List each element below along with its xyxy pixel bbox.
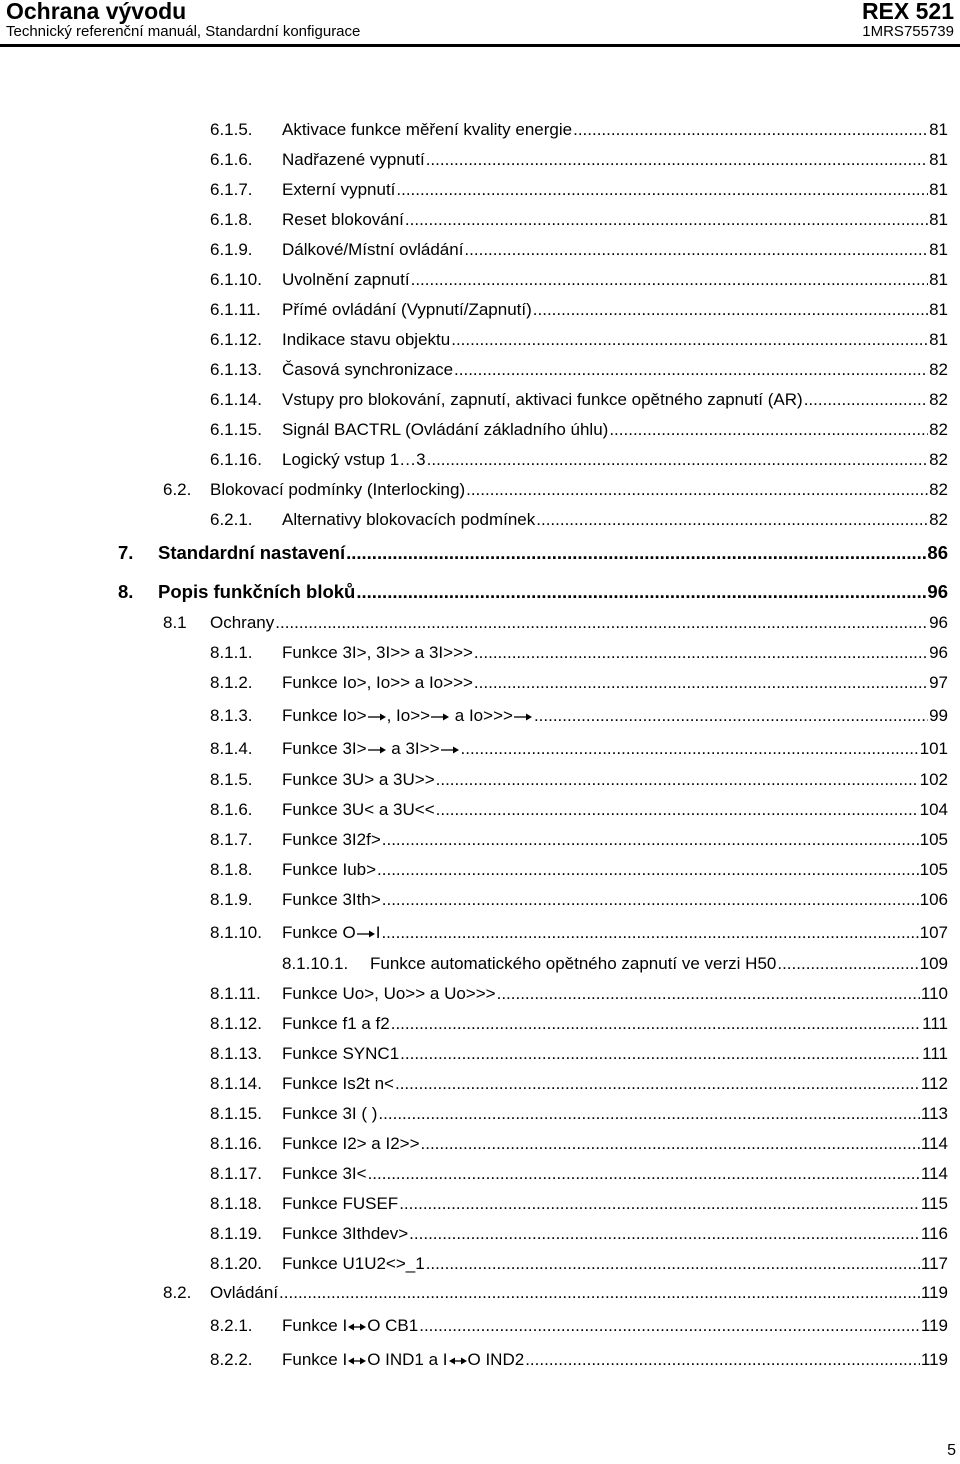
toc-leader-dots	[275, 613, 928, 633]
toc-leader-dots	[405, 210, 928, 230]
toc-entry-page: 99	[929, 706, 948, 725]
toc-entry-number: 8.1.3.	[210, 706, 253, 725]
toc-entry[interactable]	[210, 706, 948, 726]
toc-leader-dots	[534, 706, 928, 726]
toc-entry[interactable]	[210, 673, 948, 693]
toc-entry-title: Funkce I2> a I2>>	[282, 1134, 420, 1153]
toc-entry-title: Funkce Is2t n<	[282, 1074, 394, 1093]
toc-entry-title-part: O IND2	[467, 1350, 525, 1369]
toc-leader-dots	[426, 1254, 920, 1274]
toc-entry-number: 8.1.6.	[210, 800, 253, 819]
toc-entry-page: 109	[919, 954, 948, 973]
toc-entry[interactable]	[210, 1134, 948, 1154]
toc-entry-page: 117	[920, 1254, 948, 1273]
right-arrow-icon	[430, 711, 450, 721]
toc-entry[interactable]	[210, 830, 948, 850]
toc-entry[interactable]	[210, 1350, 948, 1370]
toc-entry[interactable]	[210, 1316, 948, 1336]
toc-leader-dots	[497, 984, 920, 1004]
toc-entry[interactable]	[163, 480, 948, 500]
toc-entry-title-part: O CB1	[367, 1316, 419, 1335]
toc-entry-title	[282, 1350, 524, 1370]
toc-leader-dots	[426, 150, 928, 170]
toc-entry[interactable]	[118, 543, 948, 563]
toc-entry-title: Funkce 3I ( )	[282, 1104, 378, 1123]
toc-entry-number: 8.1.12.	[210, 1014, 262, 1033]
toc-entry-title: Funkce Iub>	[282, 860, 377, 879]
toc-entry-title-part: a Io>>>	[450, 706, 513, 725]
toc-entry-page: 81	[929, 150, 948, 169]
toc-entry-number: 6.1.10.	[210, 270, 262, 289]
right-arrow-icon	[367, 744, 387, 754]
toc-entry-page: 114	[920, 1164, 948, 1183]
toc-entry[interactable]	[210, 860, 948, 880]
toc-entry[interactable]	[210, 890, 948, 910]
toc-entry[interactable]	[210, 1254, 948, 1274]
header-rule	[0, 44, 960, 47]
toc-entry-title: Uvolnění zapnutí	[282, 270, 410, 289]
toc-entry[interactable]	[210, 390, 948, 410]
toc-entry[interactable]	[210, 800, 948, 820]
toc-entry-title: Funkce 3U> a 3U>>	[282, 770, 435, 789]
toc-entry[interactable]	[210, 270, 948, 290]
toc-leader-dots	[421, 1134, 920, 1154]
toc-entry-number: 8.1.8.	[210, 860, 253, 879]
toc-entry-page: 112	[920, 1074, 948, 1093]
toc-entry-title: Signál BACTRL (Ovládání základního úhlu)	[282, 420, 609, 439]
toc-leader-dots	[409, 1224, 920, 1244]
toc-entry-title: Aktivace funkce měření kvality energie	[282, 120, 573, 139]
toc-entry[interactable]	[210, 1044, 948, 1064]
toc-entry-page: 104	[919, 800, 948, 819]
toc-entry[interactable]	[210, 420, 948, 440]
toc-leader-dots	[382, 890, 919, 910]
toc-leader-dots	[395, 1074, 920, 1094]
toc-entry[interactable]	[210, 1164, 948, 1184]
toc-entry-title	[282, 1316, 418, 1336]
toc-entry-number: 8.1.19.	[210, 1224, 262, 1243]
toc-entry-number: 8.1.16.	[210, 1134, 262, 1153]
toc-entry-number: 8.1.15.	[210, 1104, 262, 1123]
toc-entry-page: 81	[929, 270, 948, 289]
toc-entry-number: 8.1.7.	[210, 830, 253, 849]
right-arrow-icon	[513, 711, 533, 721]
toc-leader-dots	[396, 180, 928, 200]
toc-entry-page: 110	[920, 984, 948, 1003]
toc-entry-number: 7.	[118, 542, 134, 563]
toc-entry-number: 6.1.12.	[210, 330, 262, 349]
page-number: 5	[947, 1442, 956, 1459]
toc-leader-dots	[777, 954, 918, 974]
toc-leader-dots	[536, 510, 928, 530]
toc-entry-number: 6.1.5.	[210, 120, 253, 139]
toc-entry-number: 6.1.7.	[210, 180, 253, 199]
toc-leader-dots	[436, 770, 919, 790]
toc-entry-number: 8.1.9.	[210, 890, 253, 909]
toc-leader-dots	[454, 360, 928, 380]
toc-entry-title: Logický vstup 1…3	[282, 450, 426, 469]
toc-leader-dots	[427, 450, 928, 470]
toc-leader-dots	[279, 1283, 920, 1303]
toc-entry-page: 81	[929, 240, 948, 259]
toc-entry-title	[282, 739, 460, 759]
toc-entry-title: Reset blokování	[282, 210, 404, 229]
toc-entry-page: 86	[927, 542, 948, 563]
toc-leader-dots	[399, 1194, 920, 1214]
toc-entry-page: 106	[919, 890, 948, 909]
toc-leader-dots	[346, 543, 926, 563]
toc-entry-page: 102	[919, 770, 948, 789]
toc-entry[interactable]	[210, 300, 948, 320]
toc-entry-page: 82	[929, 360, 948, 379]
toc-entry-number: 8.2.1.	[210, 1316, 253, 1335]
toc-entry-page: 114	[920, 1134, 948, 1153]
toc-entry-page: 81	[929, 180, 948, 199]
header-doc-id: 1MRS755739	[862, 23, 954, 40]
toc-entry-page: 96	[929, 613, 948, 632]
toc-entry-number: 8.1.4.	[210, 739, 253, 758]
toc-leader-dots	[381, 923, 918, 943]
toc-entry[interactable]	[210, 180, 948, 200]
toc-entry-page: 96	[927, 581, 948, 602]
toc-entry[interactable]	[210, 450, 948, 470]
toc-entry[interactable]	[210, 1194, 948, 1214]
toc-entry-title	[282, 923, 380, 943]
toc-entry-page: 105	[919, 860, 948, 879]
toc-entry-page: 119	[920, 1350, 948, 1369]
toc-entry-title: Funkce SYNC1	[282, 1044, 400, 1063]
toc-leader-dots	[464, 240, 928, 260]
toc-entry[interactable]	[210, 510, 948, 530]
toc-leader-dots	[419, 1316, 920, 1336]
toc-entry-title-part: , Io>>	[386, 706, 431, 725]
toc-entry-title-part: Funkce 3I>	[282, 739, 367, 758]
toc-entry-title: Funkce 3Ithdev>	[282, 1224, 409, 1243]
double-arrow-icon	[347, 1321, 367, 1331]
toc-entry-page: 82	[929, 510, 948, 529]
toc-entry-number: 8.1.20.	[210, 1254, 262, 1273]
toc-entry-title: Funkce f1 a f2	[282, 1014, 390, 1033]
toc-entry[interactable]	[210, 150, 948, 170]
header-product: REX 521	[861, 0, 954, 24]
toc-entry-number: 6.1.13.	[210, 360, 262, 379]
toc-entry-title: Funkce FUSEF	[282, 1194, 399, 1213]
toc-entry-page: 96	[929, 643, 948, 662]
toc-entry-title: Indikace stavu objektu	[282, 330, 451, 349]
toc-leader-dots	[451, 330, 928, 350]
page-header	[0, 0, 960, 48]
toc-entry[interactable]	[210, 330, 948, 350]
toc-entry-page: 82	[929, 450, 948, 469]
toc-entry-title: Funkce U1U2<>_1	[282, 1254, 425, 1273]
toc-entry-page: 105	[919, 830, 948, 849]
toc-entry[interactable]	[210, 360, 948, 380]
toc-entry-page: 113	[920, 1104, 948, 1123]
toc-leader-dots	[474, 643, 928, 663]
toc-entry-title	[282, 706, 533, 726]
toc-leader-dots	[533, 300, 928, 320]
toc-entry-number: 6.1.15.	[210, 420, 262, 439]
toc-entry-title-part: Funkce I	[282, 1350, 348, 1369]
toc-entry-number: 6.1.9.	[210, 240, 253, 259]
toc-entry[interactable]	[163, 613, 948, 633]
toc-entry[interactable]	[118, 582, 948, 602]
toc-entry-number: 8.1.14.	[210, 1074, 262, 1093]
toc-leader-dots	[466, 480, 928, 500]
toc-entry-number: 8.1.2.	[210, 673, 253, 692]
toc-entry-number: 8.2.2.	[210, 1350, 253, 1369]
toc-leader-dots	[377, 860, 919, 880]
toc-entry-number: 8.1.10.	[210, 923, 262, 942]
toc-entry-number: 8.2.	[163, 1283, 192, 1302]
toc-entry-number: 8.1.10.1.	[282, 954, 349, 973]
toc-entry-title: Ovládání	[210, 1283, 279, 1302]
toc-leader-dots	[356, 582, 926, 602]
toc-entry-page: 81	[929, 330, 948, 349]
toc-entry-page: 119	[920, 1283, 948, 1302]
toc-entry-title: Blokovací podmínky (Interlocking)	[210, 480, 466, 499]
toc-leader-dots	[436, 800, 919, 820]
toc-entry-page: 82	[929, 390, 948, 409]
toc-leader-dots	[368, 1164, 920, 1184]
toc-entry-title: Popis funkčních bloků	[158, 581, 356, 602]
toc-leader-dots	[378, 1104, 919, 1124]
toc-entry-title: Ochrany	[210, 613, 275, 632]
toc-entry[interactable]	[210, 923, 948, 943]
toc-entry-number: 8.1	[163, 613, 187, 632]
toc-entry-title: Funkce 3I2f>	[282, 830, 381, 849]
toc-entry-page: 81	[929, 120, 948, 139]
toc-entry-page: 111	[922, 1014, 948, 1033]
toc-entry-page: 81	[929, 210, 948, 229]
toc-entry-title-part: a 3I>>	[386, 739, 440, 758]
double-arrow-icon	[448, 1355, 468, 1365]
toc-entry[interactable]	[210, 1224, 948, 1244]
toc-entry-title: Dálkové/Místní ovládání	[282, 240, 464, 259]
toc-entry-title: Standardní nastavení	[158, 542, 346, 563]
header-title: Ochrana vývodu	[6, 0, 187, 24]
toc-entry-page: 107	[919, 923, 948, 942]
toc-entry-number: 8.1.17.	[210, 1164, 262, 1183]
toc-entry[interactable]	[210, 643, 948, 663]
double-arrow-icon	[347, 1355, 367, 1365]
right-arrow-icon	[440, 744, 460, 754]
toc-entry[interactable]	[210, 1074, 948, 1094]
toc-leader-dots	[391, 1014, 921, 1034]
toc-leader-dots	[382, 830, 919, 850]
toc-entry-title: Alternativy blokovacích podmínek	[282, 510, 536, 529]
toc-entry-title: Časová synchronizace	[282, 360, 454, 379]
toc-entry-number: 8.1.11.	[210, 984, 261, 1003]
toc-entry-number: 8.1.18.	[210, 1194, 262, 1213]
toc-entry-title: Funkce Uo>, Uo>> a Uo>>>	[282, 984, 496, 1003]
toc-entry-title: Externí vypnutí	[282, 180, 396, 199]
toc-entry-number: 8.	[118, 581, 134, 602]
toc-entry[interactable]	[210, 1014, 948, 1034]
toc-entry-number: 8.1.1.	[210, 643, 253, 662]
toc-entry[interactable]	[210, 240, 948, 260]
header-subtitle: Technický referenční manuál, Standardní konfigurace	[6, 23, 361, 40]
right-arrow-icon	[367, 711, 387, 721]
toc-entry-number: 6.1.11.	[210, 300, 261, 319]
toc-entry-title: Přímé ovládání (Vypnutí/Zapnutí)	[282, 300, 532, 319]
toc-leader-dots	[461, 739, 919, 759]
toc-entry-title: Funkce Io>, Io>> a Io>>>	[282, 673, 473, 692]
toc-entry-page: 81	[929, 300, 948, 319]
toc-leader-dots	[609, 420, 928, 440]
toc-entry[interactable]	[210, 210, 948, 230]
toc-entry-number: 6.1.6.	[210, 150, 253, 169]
toc-entry[interactable]	[210, 120, 948, 140]
toc-entry-number: 6.1.16.	[210, 450, 262, 469]
toc-entry-title: Funkce 3I<	[282, 1164, 367, 1183]
toc-leader-dots	[525, 1350, 920, 1370]
toc-entry-title-part: Funkce O	[282, 923, 356, 942]
toc-entry-page: 115	[920, 1194, 948, 1213]
toc-entry-number: 6.1.14.	[210, 390, 262, 409]
toc-entry[interactable]	[210, 984, 948, 1004]
toc-leader-dots	[804, 390, 928, 410]
toc-entry-page: 116	[920, 1224, 948, 1243]
toc-entry-page: 111	[922, 1044, 948, 1063]
toc-entry-page: 82	[929, 420, 948, 439]
toc-entry-number: 6.1.8.	[210, 210, 253, 229]
toc-leader-dots	[573, 120, 928, 140]
toc-entry-number: 8.1.13.	[210, 1044, 262, 1063]
toc-entry-number: 8.1.5.	[210, 770, 253, 789]
toc-entry-page: 101	[919, 739, 948, 758]
toc-entry-number: 6.2.	[163, 480, 192, 499]
toc-entry-title-part: Funkce Io>	[282, 706, 367, 725]
toc-leader-dots	[474, 673, 928, 693]
toc-entry[interactable]	[163, 1283, 948, 1303]
toc-entry[interactable]	[210, 739, 948, 759]
toc-entry-page: 97	[929, 673, 948, 692]
toc-entry-title: Funkce 3I>, 3I>> a 3I>>>	[282, 643, 473, 662]
toc-entry-title: Vstupy pro blokování, zapnutí, aktivaci funkce opětného zapnutí (AR)	[282, 390, 803, 409]
toc-entry[interactable]	[210, 1104, 948, 1124]
toc-entry[interactable]	[210, 770, 948, 790]
toc-leader-dots	[411, 270, 928, 290]
toc-entry-title: Funkce 3Ith>	[282, 890, 381, 909]
toc-entry[interactable]	[282, 954, 948, 974]
toc-entry-title: Nadřazené vypnutí	[282, 150, 425, 169]
toc-leader-dots	[400, 1044, 921, 1064]
toc-entry-number: 6.2.1.	[210, 510, 253, 529]
toc-entry-title-part: I	[375, 923, 381, 942]
toc-entry-page: 119	[920, 1316, 948, 1335]
toc-entry-page: 82	[929, 480, 948, 499]
toc-entry-title-part: Funkce I	[282, 1316, 348, 1335]
toc-entry-title-part: O IND1 a I	[367, 1350, 448, 1369]
toc-entry-title: Funkce automatického opětného zapnutí ve verzi H50	[370, 954, 777, 973]
right-arrow-icon	[356, 928, 376, 938]
toc-entry-title: Funkce 3U< a 3U<<	[282, 800, 435, 819]
